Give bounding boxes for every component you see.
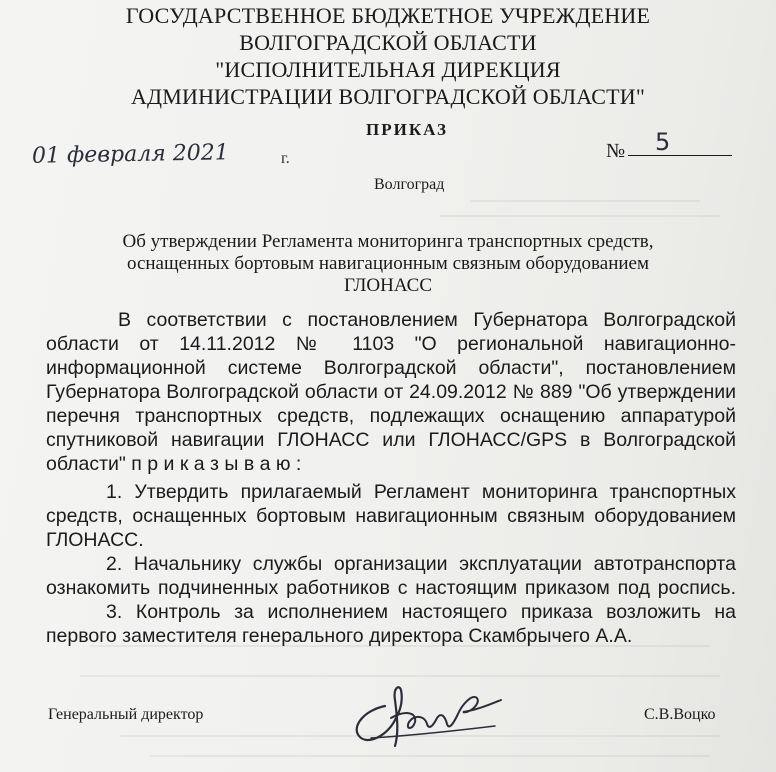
org-header-line-3: "ИСПОЛНИТЕЛЬНАЯ ДИРЕКЦИЯ	[215, 57, 561, 82]
body-line: перечня транспортных средств, подлежащих оснащению аппаратурой	[46, 405, 736, 427]
order-number-value: 5	[655, 128, 671, 156]
org-header-line-2: ВОЛГОГРАДСКОЙ ОБЛАСТИ	[239, 30, 537, 55]
order-title: ПРИКАЗ	[366, 120, 448, 139]
bleed-through-mark	[470, 200, 700, 202]
bleed-through-mark	[150, 755, 710, 757]
list-item-1-continued: ГЛОНАСС.	[46, 529, 144, 551]
handwritten-signature	[345, 676, 505, 754]
subject-line-3: ГЛОНАСС	[343, 275, 432, 296]
body-line: информационной системе Волгоградской области", постановлением	[46, 357, 736, 379]
bleed-through-mark	[440, 215, 720, 217]
order-city: Волгоград	[374, 176, 445, 193]
list-item-1: 1. Утвердить прилагаемый Регламент мониторинга транспортных	[106, 481, 736, 503]
order-date-suffix: г.	[281, 150, 290, 167]
body-line: области от 14.11.2012 № 1103 "О региональной навигационно-	[46, 333, 736, 355]
list-item-1-continued: средств, оснащенных бортовым навигационным связным оборудованием	[46, 505, 736, 527]
list-item-3: 3. Контроль за исполнением настоящего приказа возложить на	[106, 601, 736, 623]
org-header-line-1: ГОСУДАРСТВЕННОЕ БЮДЖЕТНОЕ УЧРЕЖДЕНИЕ	[125, 3, 651, 28]
order-number-label: №	[606, 140, 626, 162]
list-item-3-continued: первого заместителя генерального директора Скамбрычего А.А.	[46, 625, 633, 647]
subject-line-2: оснащенных бортовым навигационным связным оборудованием	[126, 253, 650, 274]
body-line: области" п р и к а з ы в а ю :	[46, 453, 302, 475]
list-item-2: 2. Начальнику службы организации эксплуатации автотранспорта	[106, 553, 736, 575]
body-line: спутниковой навигации ГЛОНАСС или ГЛОНАСС/GPS в Волгоградской	[46, 429, 736, 451]
signer-name: С.В.Воцко	[644, 706, 716, 723]
list-item-2-continued: ознакомить подчиненных работников с настоящим приказом под роспись.	[46, 577, 736, 599]
order-number-underline	[628, 155, 732, 156]
signer-role: Генеральный директор	[48, 706, 204, 723]
body-line: В соответствии с постановлением Губернатора Волгоградской	[118, 309, 736, 331]
body-line: Губернатора Волгоградской области от 24.09.2012 № 889 "Об утверждении	[46, 381, 736, 403]
org-header-line-4: АДМИНИСТРАЦИИ ВОЛГОГРАДСКОЙ ОБЛАСТИ"	[130, 84, 646, 109]
order-date-handwritten: 01 февраля 2021	[31, 140, 230, 169]
subject-line-1: Об утверждении Регламента мониторинга транспортных средств,	[122, 231, 654, 252]
